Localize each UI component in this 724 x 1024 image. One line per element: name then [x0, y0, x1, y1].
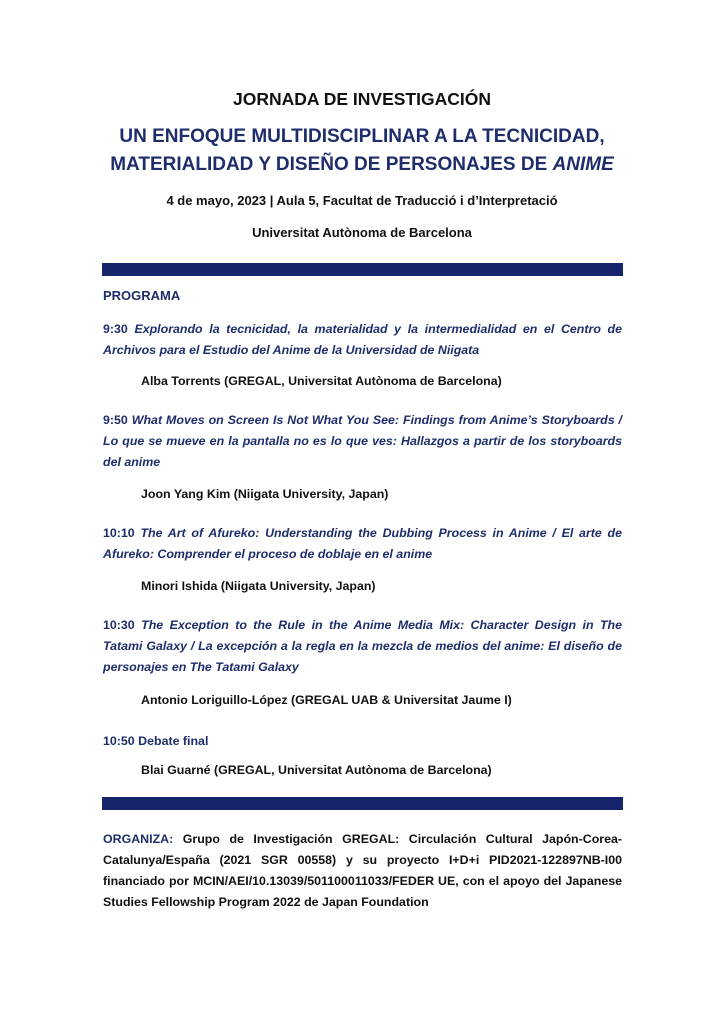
talk-title: What Moves on Screen Is Not What You See: Findings from Anime’s Storyboards / Lo que se mueve en la pantalla no es lo que ves: Hallazgos a partir de los storyboards del anime — [103, 413, 622, 469]
talk-item — [103, 319, 622, 361]
event-title-line2-text: MATERIALIDAD Y DISEÑO DE PERSONAJES DE — [110, 154, 553, 175]
talk-title: Debate final — [138, 734, 209, 748]
event-title-anime: ANIME — [552, 154, 614, 175]
talk-title: The Exception to the Rule in the Anime Media Mix: Character Design in The Tatami Galaxy / La excepción a la regla en la mezcla de medios del anime: El diseño de personajes en The Tatami Galaxy — [103, 618, 622, 674]
talk-time: 10:50 — [103, 734, 135, 748]
event-type-heading: JORNADA DE INVESTIGACIÓN — [233, 89, 491, 109]
talk-speaker: Blai Guarné (GREGAL, Universitat Autònoma de Barcelona) — [141, 763, 492, 777]
organiza-block — [103, 829, 622, 913]
event-title-line2 — [0, 151, 724, 179]
talk-title: The Art of Afureko: Understanding the Dubbing Process in Anime / El arte de Afureko: Comprender el proceso de doblaje en el anime — [103, 526, 622, 561]
talk-time: 10:10 — [103, 526, 135, 540]
talk-item — [103, 523, 622, 565]
talk-time: 9:30 — [103, 322, 128, 336]
program-heading: PROGRAMA — [103, 288, 181, 303]
organiza-label: ORGANIZA: — [103, 832, 174, 846]
talk-item — [103, 410, 622, 473]
date-venue: 4 de mayo, 2023 | Aula 5, Facultat de Traducció i d’Interpretació — [166, 193, 558, 208]
event-title — [0, 123, 724, 179]
event-title-line1: UN ENFOQUE MULTIDISCIPLINAR A LA TECNICIDAD, — [119, 126, 605, 147]
university-name: Universitat Autònoma de Barcelona — [252, 225, 472, 240]
divider-bar-top — [102, 263, 623, 276]
divider-bar-bottom — [102, 797, 623, 810]
talk-speaker: Minori Ishida (Niigata University, Japan) — [141, 579, 376, 593]
talk-speaker: Antonio Loriguillo-López (GREGAL UAB & Universitat Jaume I) — [141, 693, 512, 707]
talk-speaker: Alba Torrents (GREGAL, Universitat Autònoma de Barcelona) — [141, 374, 502, 388]
talk-time: 10:30 — [103, 618, 135, 632]
talk-speaker: Joon Yang Kim (Niigata University, Japan) — [141, 487, 389, 501]
talk-item — [103, 731, 622, 752]
organiza-text: Grupo de Investigación GREGAL: Circulación Cultural Japón-Corea-Catalunya/España (2021 SGR 00558) y su proyecto I+D+i PID2021-122897NB-I00 financiado por MCIN/AEI/10.13039/501100011033/FEDER UE, con el apoyo del Japanese Studies Fellowship Program 2022 de Japan Foundation — [103, 832, 622, 909]
talk-title: Explorando la tecnicidad, la materialidad y la intermedialidad en el Centro de Archivos para el Estudio del Anime de la Universidad de Niigata — [103, 322, 622, 357]
talk-time: 9:50 — [103, 413, 128, 427]
talk-item — [103, 615, 622, 678]
